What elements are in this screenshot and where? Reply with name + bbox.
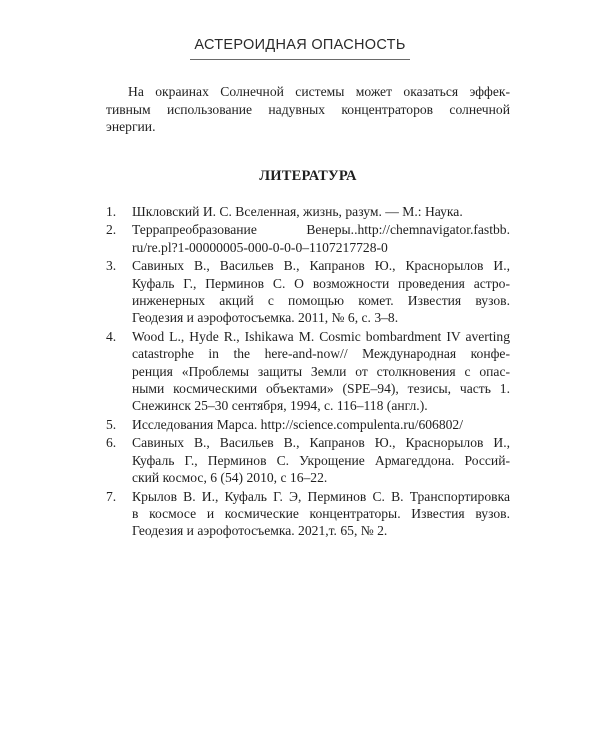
- reference-text-line: Геодезия и аэрофотосъемка. 2011, № 6, с. 3–8.: [132, 310, 399, 326]
- reference-text-line: Геодезия и аэрофотосъемка. 2021,т. 65, № 2.: [132, 523, 388, 539]
- reference-text-line: ными космическими объектами» (SPE–94), тезисы, часть 1.: [132, 381, 510, 397]
- reference-text-line: Снежинск 25–30 сентября, 1994, с. 116–118 (англ.).: [132, 398, 428, 414]
- intro-line: энергии.: [106, 119, 156, 134]
- reference-item: [106, 434, 510, 486]
- reference-text-line: Савиных В., Васильев В., Капранов Ю., Красноpылов И.,: [132, 258, 510, 274]
- reference-item: [106, 416, 510, 433]
- reference-text-line: Исследования Марса. http://science.compulenta.ru/606802/: [132, 416, 464, 432]
- reference-text-line: Савиных В., Васильев В., Капранов Ю., Красноpылов И.,: [132, 435, 510, 451]
- reference-number: 3.: [106, 258, 117, 274]
- reference-list: [106, 203, 510, 541]
- running-header: АСТЕРОИДНАЯ ОПАСНОСТЬ: [190, 37, 410, 60]
- reference-item: [106, 257, 510, 327]
- reference-text-line: Куфаль Г., Перминов С. Укрощение Армагеддона. Россий-: [132, 452, 510, 468]
- reference-text-line: Крылов В. И., Куфаль Г. Э, Перминов С. В. Транспортировка: [132, 488, 510, 504]
- section-title: ЛИТЕРАТУРА: [259, 168, 357, 184]
- intro-line: На окраинах Солнечной системы может оказаться эффек-: [128, 84, 510, 99]
- intro-line: тивным использование надувных концентраторов солнечной: [106, 101, 510, 117]
- reference-number: 5.: [106, 416, 117, 432]
- reference-text-line: catastrophe in the here-and-now// Международная конфе-: [132, 346, 510, 362]
- reference-number: 4.: [106, 328, 117, 344]
- reference-text-line: Террапреобразование Венеры..http://chemnavigator.fastbb.: [132, 222, 510, 238]
- reference-text-line: Wood L., Hyde R., Ishikawa M. Cosmic bombardment IV averting: [132, 328, 510, 344]
- reference-item: [106, 328, 510, 415]
- reference-text-line: ский космос, 6 (54) 2010, с 16–22.: [132, 470, 328, 486]
- reference-text-line: ренция «Проблемы защиты Земли от столкновения с опас-: [132, 363, 510, 379]
- reference-item: [106, 488, 510, 540]
- reference-text-line: ru/re.pl?1-00000005-000-0-0-0–1107217728-0: [132, 239, 388, 255]
- reference-text-line: Куфаль Г., Перминов С. О возможности проведения астро-: [132, 275, 510, 291]
- reference-text-line: инженерных акций с помощью комет. Известия вузов.: [132, 293, 510, 309]
- intro-paragraph: [106, 83, 510, 136]
- reference-text-line: в космосе и космические концентраторы. Известия вузов.: [132, 505, 510, 521]
- reference-number: 1.: [106, 204, 117, 219]
- reference-item: [106, 221, 510, 256]
- reference-number: 2.: [106, 222, 117, 238]
- reference-text-line: Шкловский И. С. Вселенная, жизнь, разум. — М.: Наука.: [132, 204, 463, 219]
- reference-item: [106, 203, 510, 220]
- reference-number: 6.: [106, 435, 117, 451]
- reference-number: 7.: [106, 488, 117, 504]
